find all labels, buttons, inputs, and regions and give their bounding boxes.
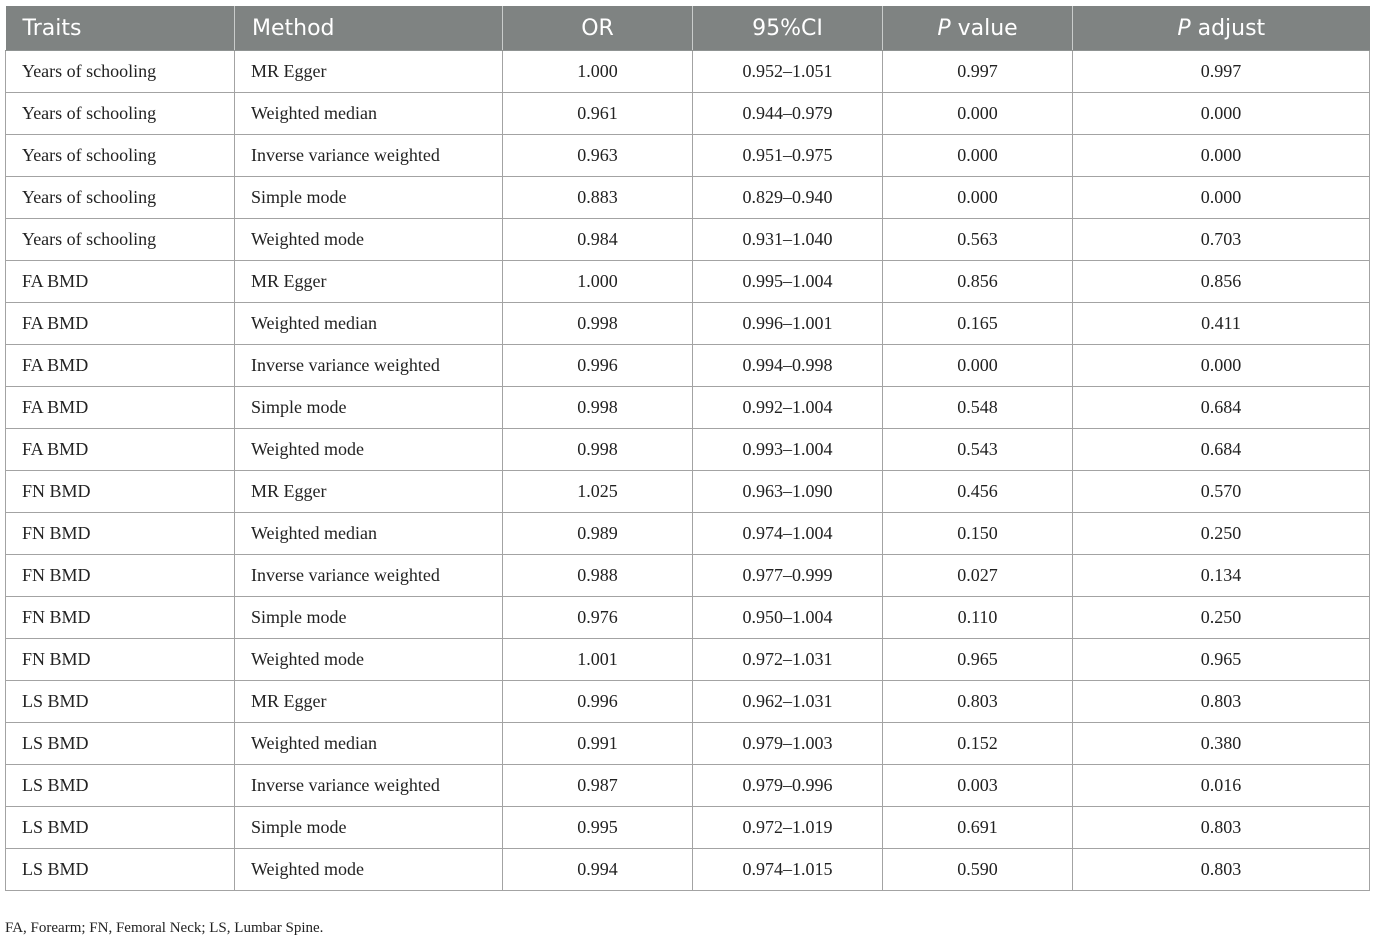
cell-trait: FA BMD — [6, 261, 235, 303]
cell-trait: LS BMD — [6, 849, 235, 891]
table-row — [6, 513, 1370, 555]
cell-method: Inverse variance weighted — [235, 555, 503, 597]
cell-method: Simple mode — [235, 387, 503, 429]
cell-trait: FN BMD — [6, 513, 235, 555]
cell-method: Simple mode — [235, 807, 503, 849]
cell-method: Weighted mode — [235, 639, 503, 681]
cell-method: Weighted mode — [235, 219, 503, 261]
cell-trait: LS BMD — [6, 681, 235, 723]
cell-ci: 0.979–0.996 — [693, 765, 883, 807]
cell-p-value: 0.543 — [883, 429, 1073, 471]
cell-or: 0.961 — [503, 93, 693, 135]
table-row — [6, 639, 1370, 681]
cell-or: 0.996 — [503, 345, 693, 387]
table-row — [6, 807, 1370, 849]
cell-method: Weighted median — [235, 513, 503, 555]
cell-p-value: 0.000 — [883, 177, 1073, 219]
cell-trait: FN BMD — [6, 597, 235, 639]
cell-p-value: 0.000 — [883, 135, 1073, 177]
cell-ci: 0.944–0.979 — [693, 93, 883, 135]
table-row — [6, 597, 1370, 639]
cell-p-value: 0.997 — [883, 51, 1073, 93]
cell-p-value: 0.548 — [883, 387, 1073, 429]
cell-trait: LS BMD — [6, 723, 235, 765]
table-row — [6, 429, 1370, 471]
header-p-adjust-italic: P — [1177, 15, 1191, 41]
cell-p-value: 0.150 — [883, 513, 1073, 555]
header-row — [6, 6, 1370, 51]
cell-or: 0.994 — [503, 849, 693, 891]
cell-method: MR Egger — [235, 261, 503, 303]
cell-trait: FN BMD — [6, 555, 235, 597]
cell-ci: 0.979–1.003 — [693, 723, 883, 765]
cell-method: MR Egger — [235, 51, 503, 93]
cell-p-adjust: 0.000 — [1073, 93, 1370, 135]
cell-or: 1.000 — [503, 51, 693, 93]
cell-ci: 0.962–1.031 — [693, 681, 883, 723]
cell-ci: 0.977–0.999 — [693, 555, 883, 597]
cell-trait: Years of schooling — [6, 177, 235, 219]
cell-ci: 0.951–0.975 — [693, 135, 883, 177]
cell-p-adjust: 0.856 — [1073, 261, 1370, 303]
cell-method: Inverse variance weighted — [235, 765, 503, 807]
cell-p-adjust: 0.000 — [1073, 177, 1370, 219]
cell-p-value: 0.803 — [883, 681, 1073, 723]
results-table-container — [5, 6, 1369, 891]
cell-trait: FN BMD — [6, 639, 235, 681]
cell-or: 0.996 — [503, 681, 693, 723]
cell-p-adjust: 0.684 — [1073, 387, 1370, 429]
cell-p-value: 0.027 — [883, 555, 1073, 597]
cell-or: 0.883 — [503, 177, 693, 219]
cell-method: Weighted median — [235, 723, 503, 765]
cell-method: Inverse variance weighted — [235, 135, 503, 177]
cell-p-value: 0.590 — [883, 849, 1073, 891]
cell-ci: 0.994–0.998 — [693, 345, 883, 387]
cell-trait: Years of schooling — [6, 219, 235, 261]
table-row — [6, 51, 1370, 93]
cell-ci: 0.992–1.004 — [693, 387, 883, 429]
cell-trait: Years of schooling — [6, 135, 235, 177]
table-row — [6, 387, 1370, 429]
cell-p-value: 0.152 — [883, 723, 1073, 765]
cell-or: 0.989 — [503, 513, 693, 555]
table-body — [6, 51, 1370, 891]
cell-p-adjust: 0.997 — [1073, 51, 1370, 93]
cell-method: Weighted mode — [235, 849, 503, 891]
cell-ci: 0.974–1.015 — [693, 849, 883, 891]
cell-p-value: 0.691 — [883, 807, 1073, 849]
cell-ci: 0.995–1.004 — [693, 261, 883, 303]
cell-trait: FA BMD — [6, 303, 235, 345]
cell-p-adjust: 0.965 — [1073, 639, 1370, 681]
header-method: Method — [235, 6, 503, 51]
cell-p-value: 0.856 — [883, 261, 1073, 303]
cell-ci: 0.972–1.019 — [693, 807, 883, 849]
cell-p-adjust: 0.380 — [1073, 723, 1370, 765]
table-row — [6, 177, 1370, 219]
header-p-adjust — [1073, 6, 1370, 51]
header-p-value-italic: P — [937, 15, 951, 41]
cell-p-value: 0.165 — [883, 303, 1073, 345]
cell-p-adjust: 0.684 — [1073, 429, 1370, 471]
cell-or: 1.001 — [503, 639, 693, 681]
cell-p-value: 0.965 — [883, 639, 1073, 681]
cell-or: 0.991 — [503, 723, 693, 765]
cell-p-adjust: 0.411 — [1073, 303, 1370, 345]
cell-or: 0.995 — [503, 807, 693, 849]
cell-trait: FA BMD — [6, 429, 235, 471]
cell-trait: LS BMD — [6, 807, 235, 849]
cell-p-adjust: 0.803 — [1073, 681, 1370, 723]
table-row — [6, 135, 1370, 177]
cell-ci: 0.974–1.004 — [693, 513, 883, 555]
table-row — [6, 303, 1370, 345]
cell-method: Inverse variance weighted — [235, 345, 503, 387]
cell-p-value: 0.003 — [883, 765, 1073, 807]
cell-p-adjust: 0.703 — [1073, 219, 1370, 261]
cell-or: 0.976 — [503, 597, 693, 639]
cell-method: Simple mode — [235, 177, 503, 219]
cell-or: 0.988 — [503, 555, 693, 597]
cell-p-adjust: 0.803 — [1073, 849, 1370, 891]
cell-p-adjust: 0.250 — [1073, 597, 1370, 639]
table-header — [6, 6, 1370, 51]
cell-p-adjust: 0.134 — [1073, 555, 1370, 597]
table-footnote: FA, Forearm; FN, Femoral Neck; LS, Lumbar Spine. — [5, 920, 324, 936]
table-row — [6, 93, 1370, 135]
header-traits: Traits — [6, 6, 235, 51]
cell-or: 1.025 — [503, 471, 693, 513]
cell-ci: 0.963–1.090 — [693, 471, 883, 513]
cell-p-value: 0.563 — [883, 219, 1073, 261]
table-row — [6, 471, 1370, 513]
cell-method: Simple mode — [235, 597, 503, 639]
table-row — [6, 555, 1370, 597]
cell-or: 0.963 — [503, 135, 693, 177]
cell-ci: 0.829–0.940 — [693, 177, 883, 219]
table-row — [6, 723, 1370, 765]
table-row — [6, 261, 1370, 303]
cell-p-adjust: 0.570 — [1073, 471, 1370, 513]
cell-trait: FA BMD — [6, 345, 235, 387]
cell-or: 0.998 — [503, 303, 693, 345]
table-row — [6, 765, 1370, 807]
cell-ci: 0.972–1.031 — [693, 639, 883, 681]
table-row — [6, 345, 1370, 387]
header-p-value — [883, 6, 1073, 51]
header-or: OR — [503, 6, 693, 51]
cell-or: 1.000 — [503, 261, 693, 303]
cell-trait: Years of schooling — [6, 51, 235, 93]
cell-method: MR Egger — [235, 681, 503, 723]
cell-p-adjust: 0.803 — [1073, 807, 1370, 849]
cell-or: 0.998 — [503, 387, 693, 429]
cell-ci: 0.996–1.001 — [693, 303, 883, 345]
cell-trait: LS BMD — [6, 765, 235, 807]
results-table — [5, 6, 1370, 891]
cell-ci: 0.993–1.004 — [693, 429, 883, 471]
cell-ci: 0.952–1.051 — [693, 51, 883, 93]
cell-p-adjust: 0.016 — [1073, 765, 1370, 807]
cell-trait: Years of schooling — [6, 93, 235, 135]
cell-p-value: 0.456 — [883, 471, 1073, 513]
cell-trait: FN BMD — [6, 471, 235, 513]
cell-method: Weighted mode — [235, 429, 503, 471]
cell-p-value: 0.000 — [883, 93, 1073, 135]
cell-ci: 0.950–1.004 — [693, 597, 883, 639]
cell-p-adjust: 0.000 — [1073, 345, 1370, 387]
header-p-value-rest: value — [950, 15, 1018, 41]
table-row — [6, 849, 1370, 891]
cell-method: MR Egger — [235, 471, 503, 513]
cell-p-adjust: 0.000 — [1073, 135, 1370, 177]
header-ci: 95%CI — [693, 6, 883, 51]
cell-p-value: 0.000 — [883, 345, 1073, 387]
cell-p-adjust: 0.250 — [1073, 513, 1370, 555]
header-p-adjust-rest: adjust — [1190, 15, 1266, 41]
cell-p-value: 0.110 — [883, 597, 1073, 639]
cell-method: Weighted median — [235, 303, 503, 345]
cell-ci: 0.931–1.040 — [693, 219, 883, 261]
cell-or: 0.984 — [503, 219, 693, 261]
cell-trait: FA BMD — [6, 387, 235, 429]
table-row — [6, 681, 1370, 723]
table-row — [6, 219, 1370, 261]
cell-or: 0.987 — [503, 765, 693, 807]
cell-method: Weighted median — [235, 93, 503, 135]
cell-or: 0.998 — [503, 429, 693, 471]
